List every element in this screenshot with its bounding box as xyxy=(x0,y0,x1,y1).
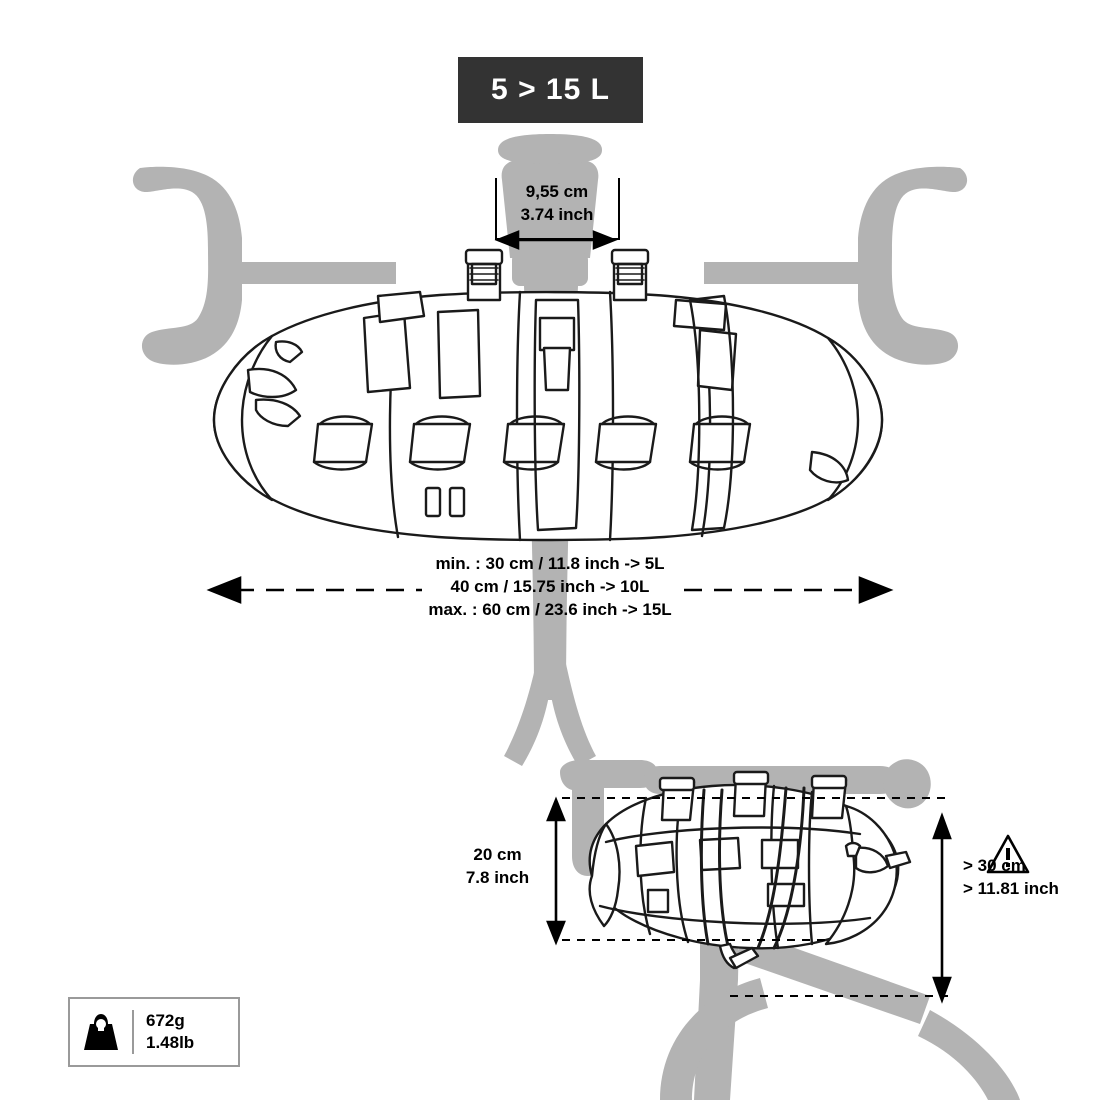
bag-height-cm: 20 cm xyxy=(473,845,522,864)
volume-badge xyxy=(458,57,643,123)
stem-width-cm: 9,55 cm xyxy=(525,182,589,201)
bag-width-mid: 40 cm / 15.75 inch -> 10L xyxy=(450,577,650,596)
stem-width-inch: 3.74 inch xyxy=(520,205,594,224)
volume-badge-label: 5 > 15 L xyxy=(491,73,610,106)
weight-info-box xyxy=(68,997,240,1067)
weight-pounds: 1.48lb xyxy=(146,1033,195,1052)
clearance-inch: > 11.81 inch xyxy=(963,879,1059,898)
weight-scale-icon xyxy=(70,999,132,1065)
weight-grams: 672g xyxy=(146,1011,185,1030)
bag-height-callout xyxy=(455,843,540,889)
bag-width-max: max. : 60 cm / 23.6 inch -> 15L xyxy=(428,600,672,619)
ground-clearance-callout xyxy=(963,854,1093,900)
clearance-cm: > 30 cm xyxy=(963,856,1026,875)
stem-width-callout xyxy=(487,180,627,226)
weight-values xyxy=(134,1010,194,1054)
bag-width-min: min. : 30 cm / 11.8 inch -> 5L xyxy=(435,554,665,573)
bag-height-inch: 7.8 inch xyxy=(465,868,530,887)
bag-width-callout xyxy=(330,552,770,621)
